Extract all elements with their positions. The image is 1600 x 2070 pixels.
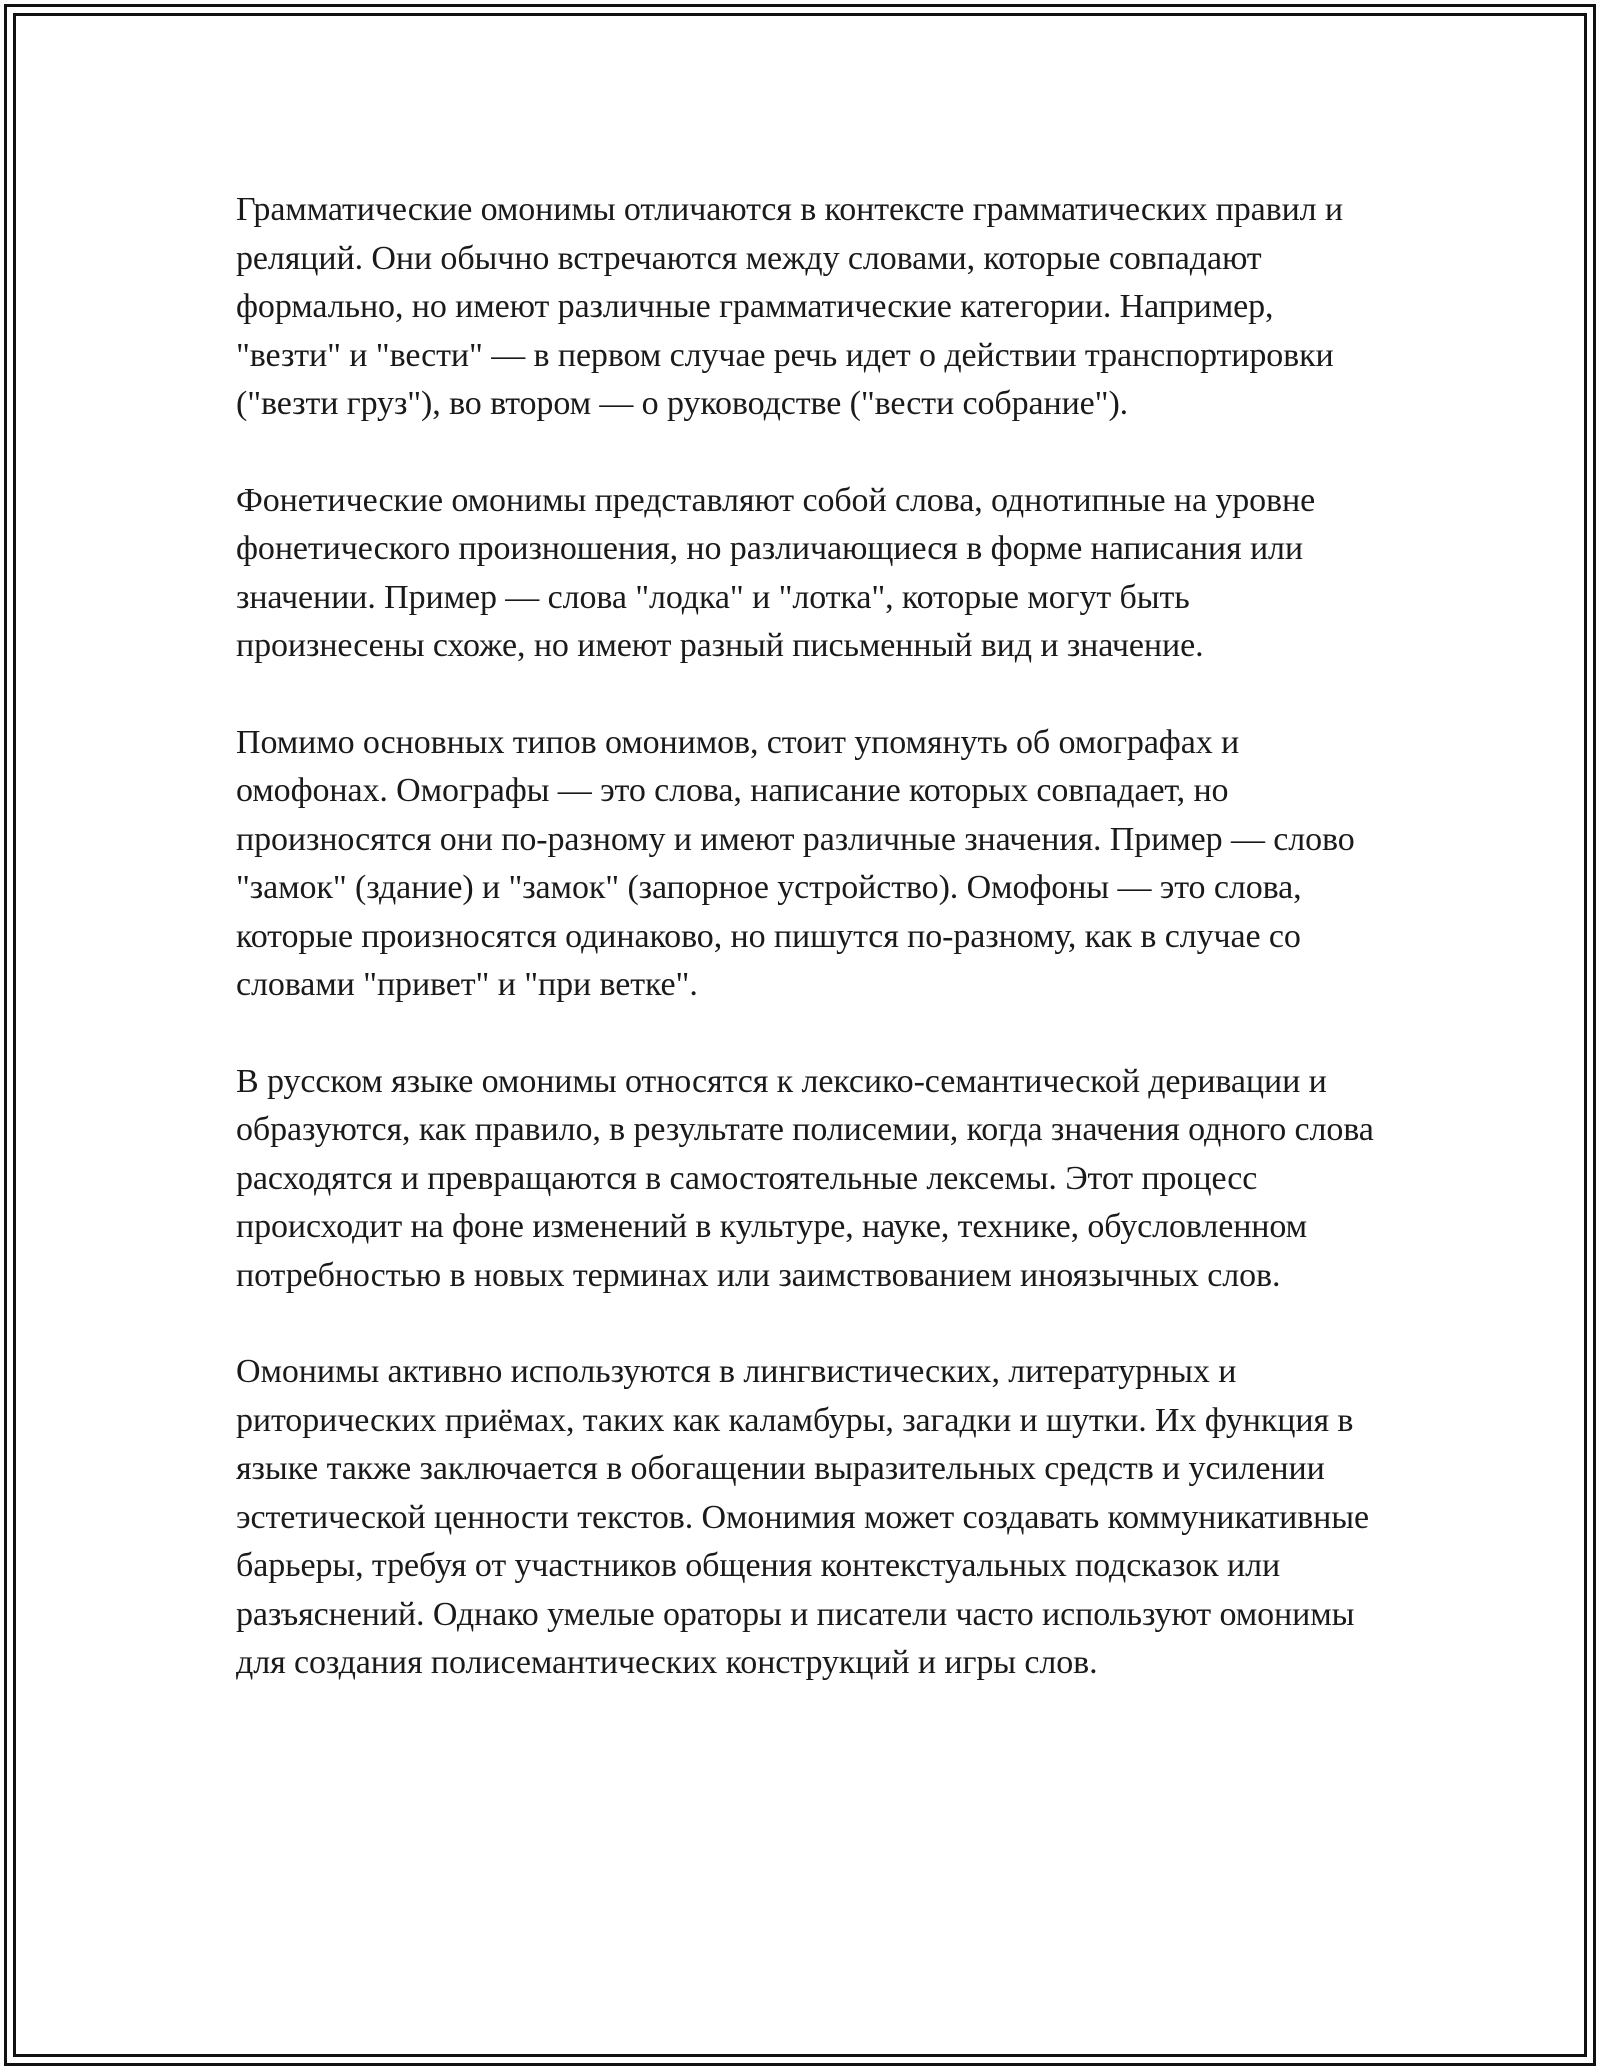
paragraph-phonetic-homonyms: Фонетические омонимы представляют собой слова, однотипные на уровне фонетического произношения, но различающиеся в форме написания или значении. Пример — слова "лодка" и "лотка", которые могут быть произнесены схоже, но имеют разный письменный вид и значение. [236, 481, 1316, 664]
paragraph-russian-homonyms: В русском языке омонимы относятся к лексико-семантической деривации и образуются, как правило, в результате полисемии, когда значения одного слова расходятся и превращаются в самостоятельные лексемы. Этот процесс происходит на фоне изменений в культуре, науке, технике, обусловленном потребностью в новых терминах или заимствованием иноязычных слов. [236, 1062, 1374, 1294]
paragraph-homographs-homophones: Помимо основных типов омонимов, стоит упомянуть об омографах и омофонах. Омографы — это слова, написание которых совпадает, но произносятся они по-разному и имеют различные значения. Пример — слово "замок" (здание) и "замок" (запорное устройство). Омофоны — это слова, которые произносятся одинаково, но пишутся по-разному, как в случае со словами "привет" и "при ветке". [236, 723, 1355, 1003]
paragraph-grammatical-homonyms: Грамматические омонимы отличаются в контексте грамматических правил и реляций. Они обычно встречаются между словами, которые совпадают формально, но имеют различные грамматические категории. Например, "везти" и "вести" — в первом случае речь идет о действии транспортировки ("везти груз"), во втором — о руководстве ("вести собрание"). [236, 191, 1344, 422]
paragraph-homonyms-usage: Омонимы активно используются в лингвистических, литературных и риторических приёмах, таких как каламбуры, загадки и шутки. Их функция в языке также заключается в обогащении выразительных средств и усилении эстетической ценности текстов. Омонимия может создавать коммуникативные барьеры, требуя от участников общения контекстуальных подсказок или разъяснений. Однако умелые ораторы и писатели часто используют омонимы для создания полисемантических конструкций и игры слов. [236, 1353, 1370, 1681]
document-body [236, 186, 1376, 1688]
